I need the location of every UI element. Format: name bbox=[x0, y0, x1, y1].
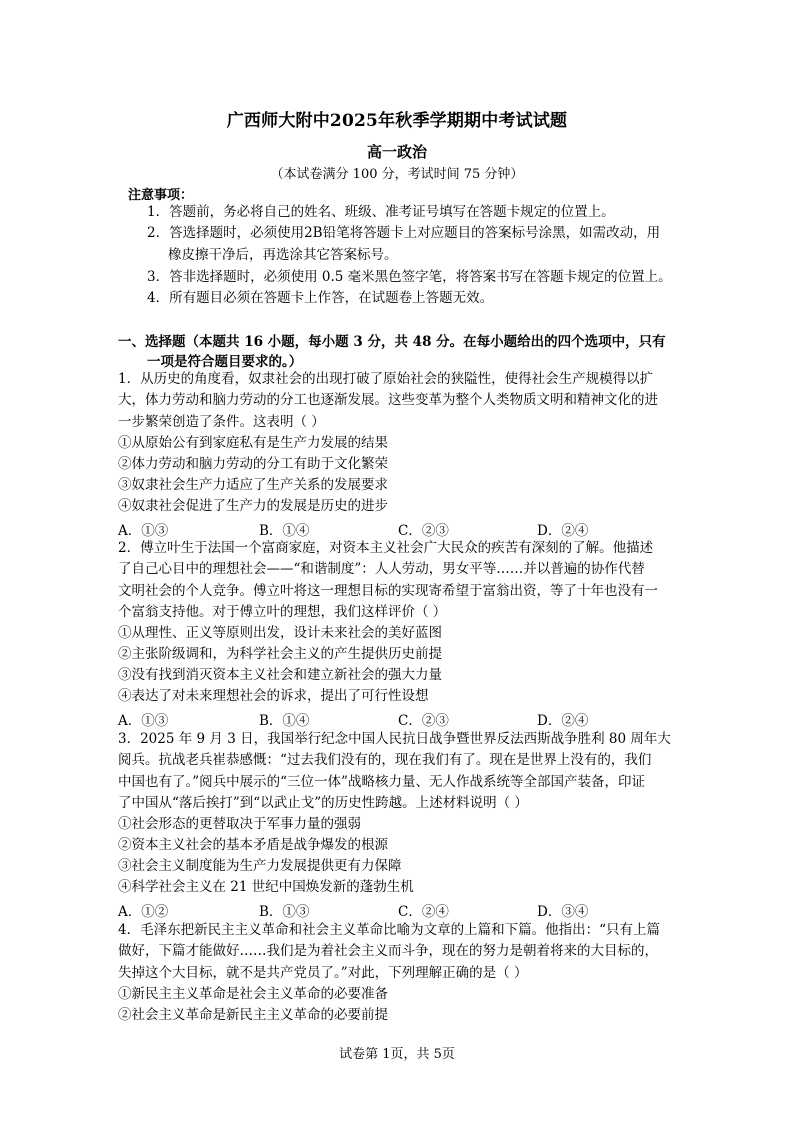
statement-item: ②社会主义革命是新民主主义革命的必要前提 bbox=[118, 1007, 388, 1023]
statement-item: ②资本主义社会的基本矛盾是战争爆发的根源 bbox=[118, 837, 388, 853]
statement-item: ④科学社会主义在 21 世纪中国焕发新的蓬勃生机 bbox=[118, 879, 414, 895]
answer-option-d: D．③④ bbox=[537, 904, 589, 920]
note-item: 1．答题前，务必将自己的姓名、班级、准考证号填写在答题卡规定的位置上。 bbox=[147, 204, 615, 220]
statement-item: ②主张阶级调和，为科学社会主义的产生提供历史前提 bbox=[118, 646, 442, 662]
question-text: 了中国从“落后挨打”到“以武止戈”的历史性跨越。上述材料说明（ ） bbox=[118, 795, 528, 811]
statement-item: ①新民主主义革命是社会主义革命的必要准备 bbox=[118, 986, 388, 1002]
question-text: 个富翁支持他。对于傅立叶的理想，我们这样评价（ ） bbox=[118, 604, 447, 620]
question-text: 了自己心目中的理想社会——“和谐制度”：人人劳动，男女平等……并以普遍的协作代替 bbox=[118, 561, 645, 577]
note-item: 4．所有题目必须在答题卡上作答，在试题卷上答题无效。 bbox=[147, 290, 494, 306]
answer-option-a: A．①② bbox=[118, 904, 169, 920]
question-text: 2．傅立叶生于法国一个富商家庭，对资本主义社会广大民众的疾苦有深刻的了解。他描述 bbox=[118, 540, 654, 556]
page-title: 广西师大附中2025年秋季学期期中考试试题 bbox=[226, 111, 568, 131]
statement-item: ①从理性、正义等原则出发，设计未来社会的美好蓝图 bbox=[118, 625, 442, 641]
answer-option-d: D．②④ bbox=[537, 713, 589, 729]
answer-option-d: D．②④ bbox=[537, 523, 589, 539]
note-item: 3．答非选择题时，必须使用 0.5 毫米黑色签字笔，将答案书写在答题卡规定的位置上。 bbox=[147, 269, 672, 285]
note-item: 2．答选择题时，必须使用2B铅笔将答题卡上对应题目的答案标号涂黑，如需改动，用 bbox=[147, 225, 661, 241]
question-text: 做好，下篇才能做好……我们是为着社会主义而斗争，现在的努力是朝着将来的大目标的， bbox=[118, 943, 658, 959]
statement-item: ③奴隶社会生产力适应了生产关系的发展要求 bbox=[118, 477, 388, 493]
answer-option-c: C．②③ bbox=[398, 713, 449, 729]
statement-item: ④表达了对未来理想社会的诉求，提出了可行性设想 bbox=[118, 688, 429, 704]
question-text: 文明社会的个人竞争。傅立叶将这一理想目标的实现寄希望于富翁出资，等了十年也没有一 bbox=[118, 583, 658, 599]
question-text: 4．毛泽东把新民主主义革命和社会主义革命比喻为文章的上篇和下篇。他指出：“只有上篇 bbox=[118, 922, 660, 938]
answer-option-b: B．①④ bbox=[259, 523, 310, 539]
page-footer: 试卷第 1页，共 5页 bbox=[339, 1047, 455, 1062]
statement-item: ①社会形态的更替取决于军事力量的强弱 bbox=[118, 816, 361, 832]
notes-title: 注意事项： bbox=[128, 188, 194, 203]
statement-item: ③社会主义制度能为生产力发展提供更有力保障 bbox=[118, 858, 402, 874]
exam-info: （本试卷满分 100 分，考试时间 75 分钟） bbox=[270, 167, 524, 182]
answer-option-c: C．②④ bbox=[398, 904, 449, 920]
question-text: 3．2025 年 9 月 3 日，我国举行纪念中国人民抗日战争暨世界反法西斯战争胜利 80 周年大 bbox=[118, 731, 671, 747]
answer-option-c: C．②③ bbox=[398, 523, 449, 539]
statement-item: ③没有找到消灭资本主义社会和建立新社会的强大力量 bbox=[118, 667, 442, 683]
question-text: 1．从历史的角度看，奴隶社会的出现打破了原始社会的狭隘性，使得社会生产规模得以扩 bbox=[118, 371, 654, 387]
answer-option-a: A．①③ bbox=[118, 523, 169, 539]
section-heading: 一、选择题（本题共 16 小题，每小题 3 分，共 48 分。在每小题给出的四个选项中，只有 bbox=[118, 334, 666, 350]
question-text: 阅兵。抗战老兵崔恭感慨：“过去我们没有的，现在我们有了。现在是世界上没有的，我们 bbox=[118, 752, 652, 768]
statement-item: ④奴隶社会促进了生产力的发展是历史的进步 bbox=[118, 498, 388, 514]
question-text: 一步繁荣创造了条件。这表明（ ） bbox=[118, 414, 325, 430]
question-text: 中国也有了。”阅兵中展示的“三位一体”战略核力量、无人作战系统等全部国产装备，印证 bbox=[118, 774, 645, 790]
question-text: 失掉这个大目标，就不是共产党员了。”对此，下列理解正确的是（ ） bbox=[118, 965, 528, 981]
note-item-continued: 橡皮擦干净后，再选涂其它答案标号。 bbox=[168, 247, 398, 263]
section-heading-continued: 一项是符合题目要求的。） bbox=[147, 354, 303, 370]
answer-option-b: B．①③ bbox=[259, 904, 310, 920]
statement-item: ①从原始公有到家庭私有是生产力发展的结果 bbox=[118, 435, 388, 451]
statement-item: ②体力劳动和脑力劳动的分工有助于文化繁荣 bbox=[118, 456, 388, 472]
subject-title: 高一政治 bbox=[366, 143, 427, 161]
answer-option-a: A．①③ bbox=[118, 713, 169, 729]
answer-option-b: B．①④ bbox=[259, 713, 310, 729]
question-text: 大，体力劳动和脑力劳动的分工也逐渐发展。这些变革为整个人类物质文明和精神文化的进 bbox=[118, 392, 658, 408]
